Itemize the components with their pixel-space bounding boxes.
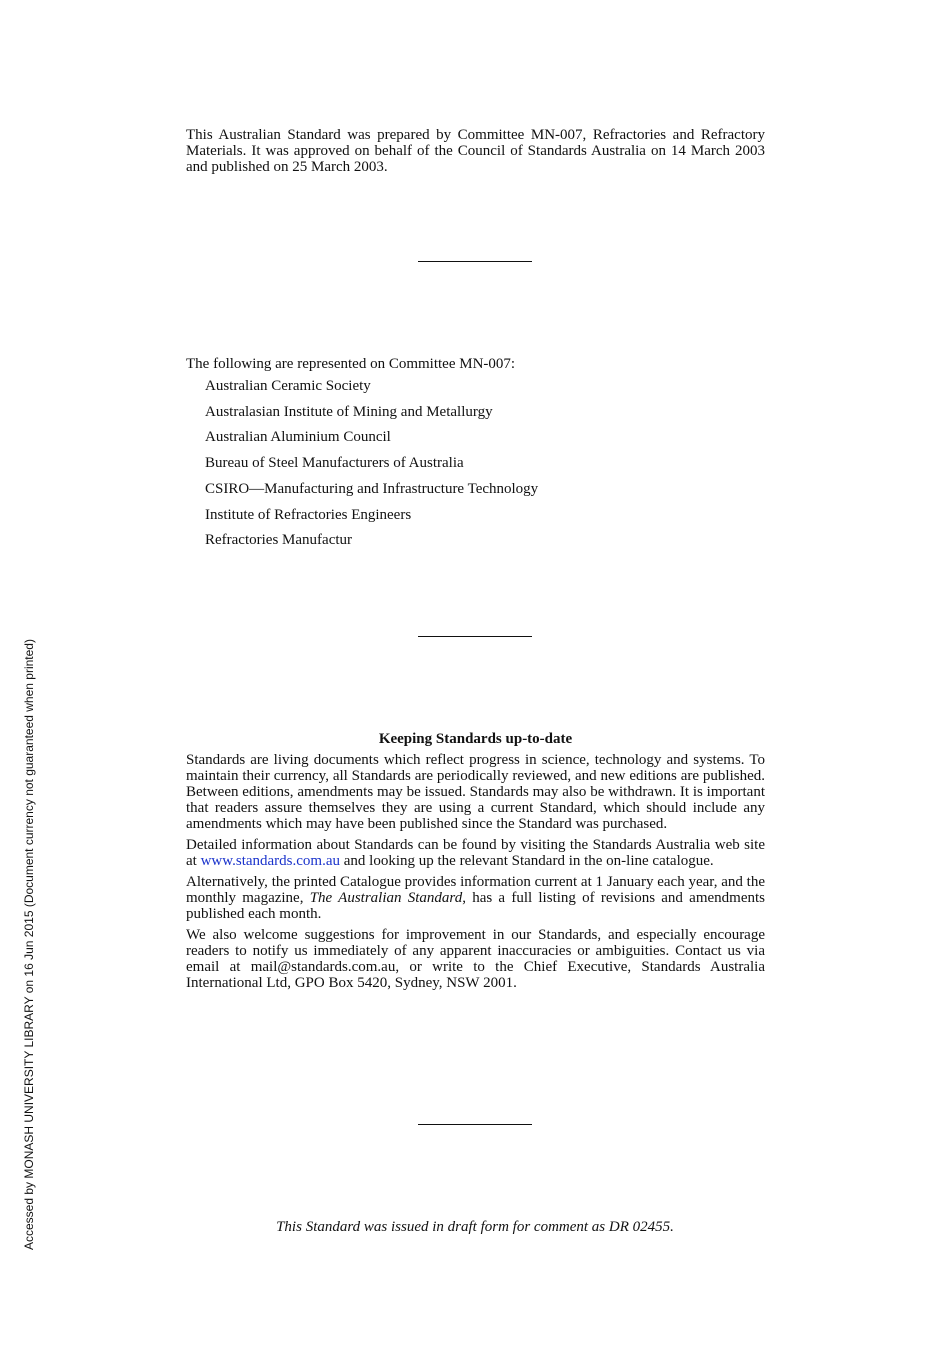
text-span: , has a full listing of revisions and amendments published each month. (186, 890, 765, 922)
keeping-standards-section (186, 731, 765, 996)
committee-member: Refractories Manufactur (205, 532, 353, 549)
standards-web-link[interactable]: www.standards.com.au (200, 853, 340, 869)
committee-member: Bureau of Steel Manufacturers of Australia (205, 455, 464, 472)
committee-member-list (186, 374, 765, 554)
text-span: Detailed information about Standards can be found by visiting the Standards Australia web site at (186, 837, 765, 869)
divider-rule (418, 1124, 532, 1125)
draft-footnote: This Standard was issued in draft form for comment as DR 02455. (276, 1219, 674, 1235)
text-span: Alternatively, the printed Catalogue provides information current at 1 January each year, and the monthly magazine, (186, 874, 765, 906)
committee-member: Australasian Institute of Mining and Metallurgy (205, 403, 493, 420)
access-side-note: Accessed by MONASH UNIVERSITY LIBRARY on 16 Jun 2015 (Document currency not guaranteed when printed) (22, 639, 36, 1250)
divider-rule (418, 261, 532, 262)
committee-member: Institute of Refractories Engineers (205, 506, 412, 523)
committee-member: Australian Aluminium Council (205, 429, 391, 446)
committee-member: Australian Ceramic Society (205, 378, 371, 394)
paragraph-catalogue (186, 874, 765, 922)
divider-rule (418, 636, 532, 637)
text-span: and looking up the relevant Standard in the on-line catalogue. (340, 853, 714, 869)
paragraph-living-documents: Standards are living documents which reflect progress in science, technology and systems. To maintain their currency, all Standards are periodically reviewed, and new editions are published. Between editions, amendments may be issued. Standards may also be withdrawn. It is important that readers assure themselves they are using a current Standard, which should include any amendments which may have been published since the Standard was purchased. (186, 752, 765, 832)
preparation-statement: This Australian Standard was prepared by Committee MN-007, Refractories and Refractory Materials. It was approved on behalf of the Council of Standards Australia on 14 March 2003 and published on 25 March 2003. (186, 127, 765, 175)
committee-member: CSIRO—Manufacturing and Infrastructure Technology (205, 480, 539, 497)
committee-section (186, 354, 765, 554)
paragraph-suggestions: We also welcome suggestions for improvement in our Standards, and especially encourage readers to notify us immediately of any apparent inaccuracies or ambiguities. Contact us via email at mail@standards.com.au, or write to the Chief Executive, Standards Australia International Ltd, GPO Box 5420, Sydney, NSW 2001. (186, 927, 765, 991)
committee-intro: The following are represented on Committee MN-007: (186, 356, 516, 372)
section-heading: Keeping Standards up-to-date (378, 731, 573, 747)
paragraph-web-site (186, 837, 765, 869)
magazine-title: The Australian Standard (309, 890, 463, 906)
